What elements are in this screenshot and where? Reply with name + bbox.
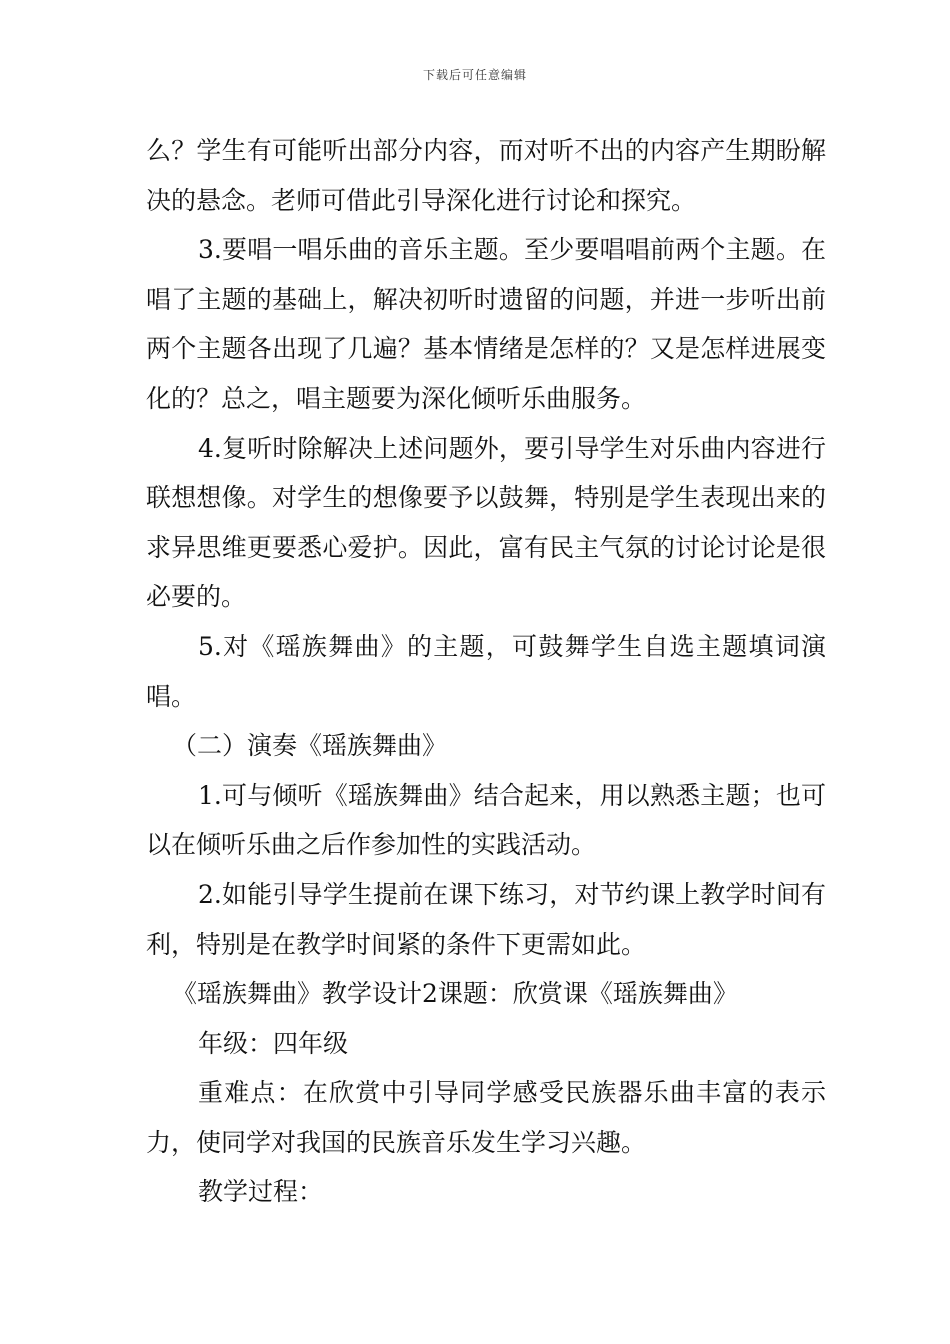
paragraph-item-3: 3.要唱一唱乐曲的音乐主题。至少要唱唱前两个主题。在唱了主题的基础上，解决初听时遗留的问题，并进一步听出前两个主题各出现了几遍？基本情绪是怎样的？又是怎样进展变化的？总之，唱主题要为深化倾听乐曲服务。 [146, 235, 826, 413]
page-header: 下载后可任意编辑 [422, 68, 527, 82]
paragraph-item-2: 2.如能引导学生提前在课下练习，对节约课上教学时间有利，特别是在教学时间紧的条件下更需如此。 [146, 879, 826, 959]
paragraph-item-1: 1.可与倾听《瑶族舞曲》结合起来，用以熟悉主题；也可以在倾听乐曲之后作参加性的实践活动。 [146, 780, 826, 860]
paragraph-continuation: 么？学生有可能听出部分内容，而对听不出的内容产生期盼解决的悬念。老师可借此引导深化进行讨论和探究。 [146, 136, 826, 215]
key-points-paragraph: 重难点：在欣赏中引导同学感受民族器乐曲丰富的表示力，使同学对我国的民族音乐发生学习兴趣。 [146, 1078, 826, 1157]
paragraph-item-5: 5.对《瑶族舞曲》的主题，可鼓舞学生自选主题填词演唱。 [146, 631, 826, 711]
grade-line: 年级：四年级 [198, 1028, 349, 1058]
section-heading-performance: （二）演奏《瑶族舞曲》 [172, 731, 448, 761]
document-body [146, 126, 826, 1217]
paragraph-item-4: 4.复听时除解决上述问题外，要引导学生对乐曲内容进行联想想像。对学生的想像要予以鼓舞，特别是学生表现出来的求异思维更要悉心爱护。因此，富有民主气氛的讨论讨论是很必要的。 [146, 433, 826, 612]
lesson-title: 《瑶族舞曲》教学设计2课题：欣赏课《瑶族舞曲》 [172, 979, 738, 1009]
teaching-process-heading: 教学过程： [198, 1177, 324, 1207]
